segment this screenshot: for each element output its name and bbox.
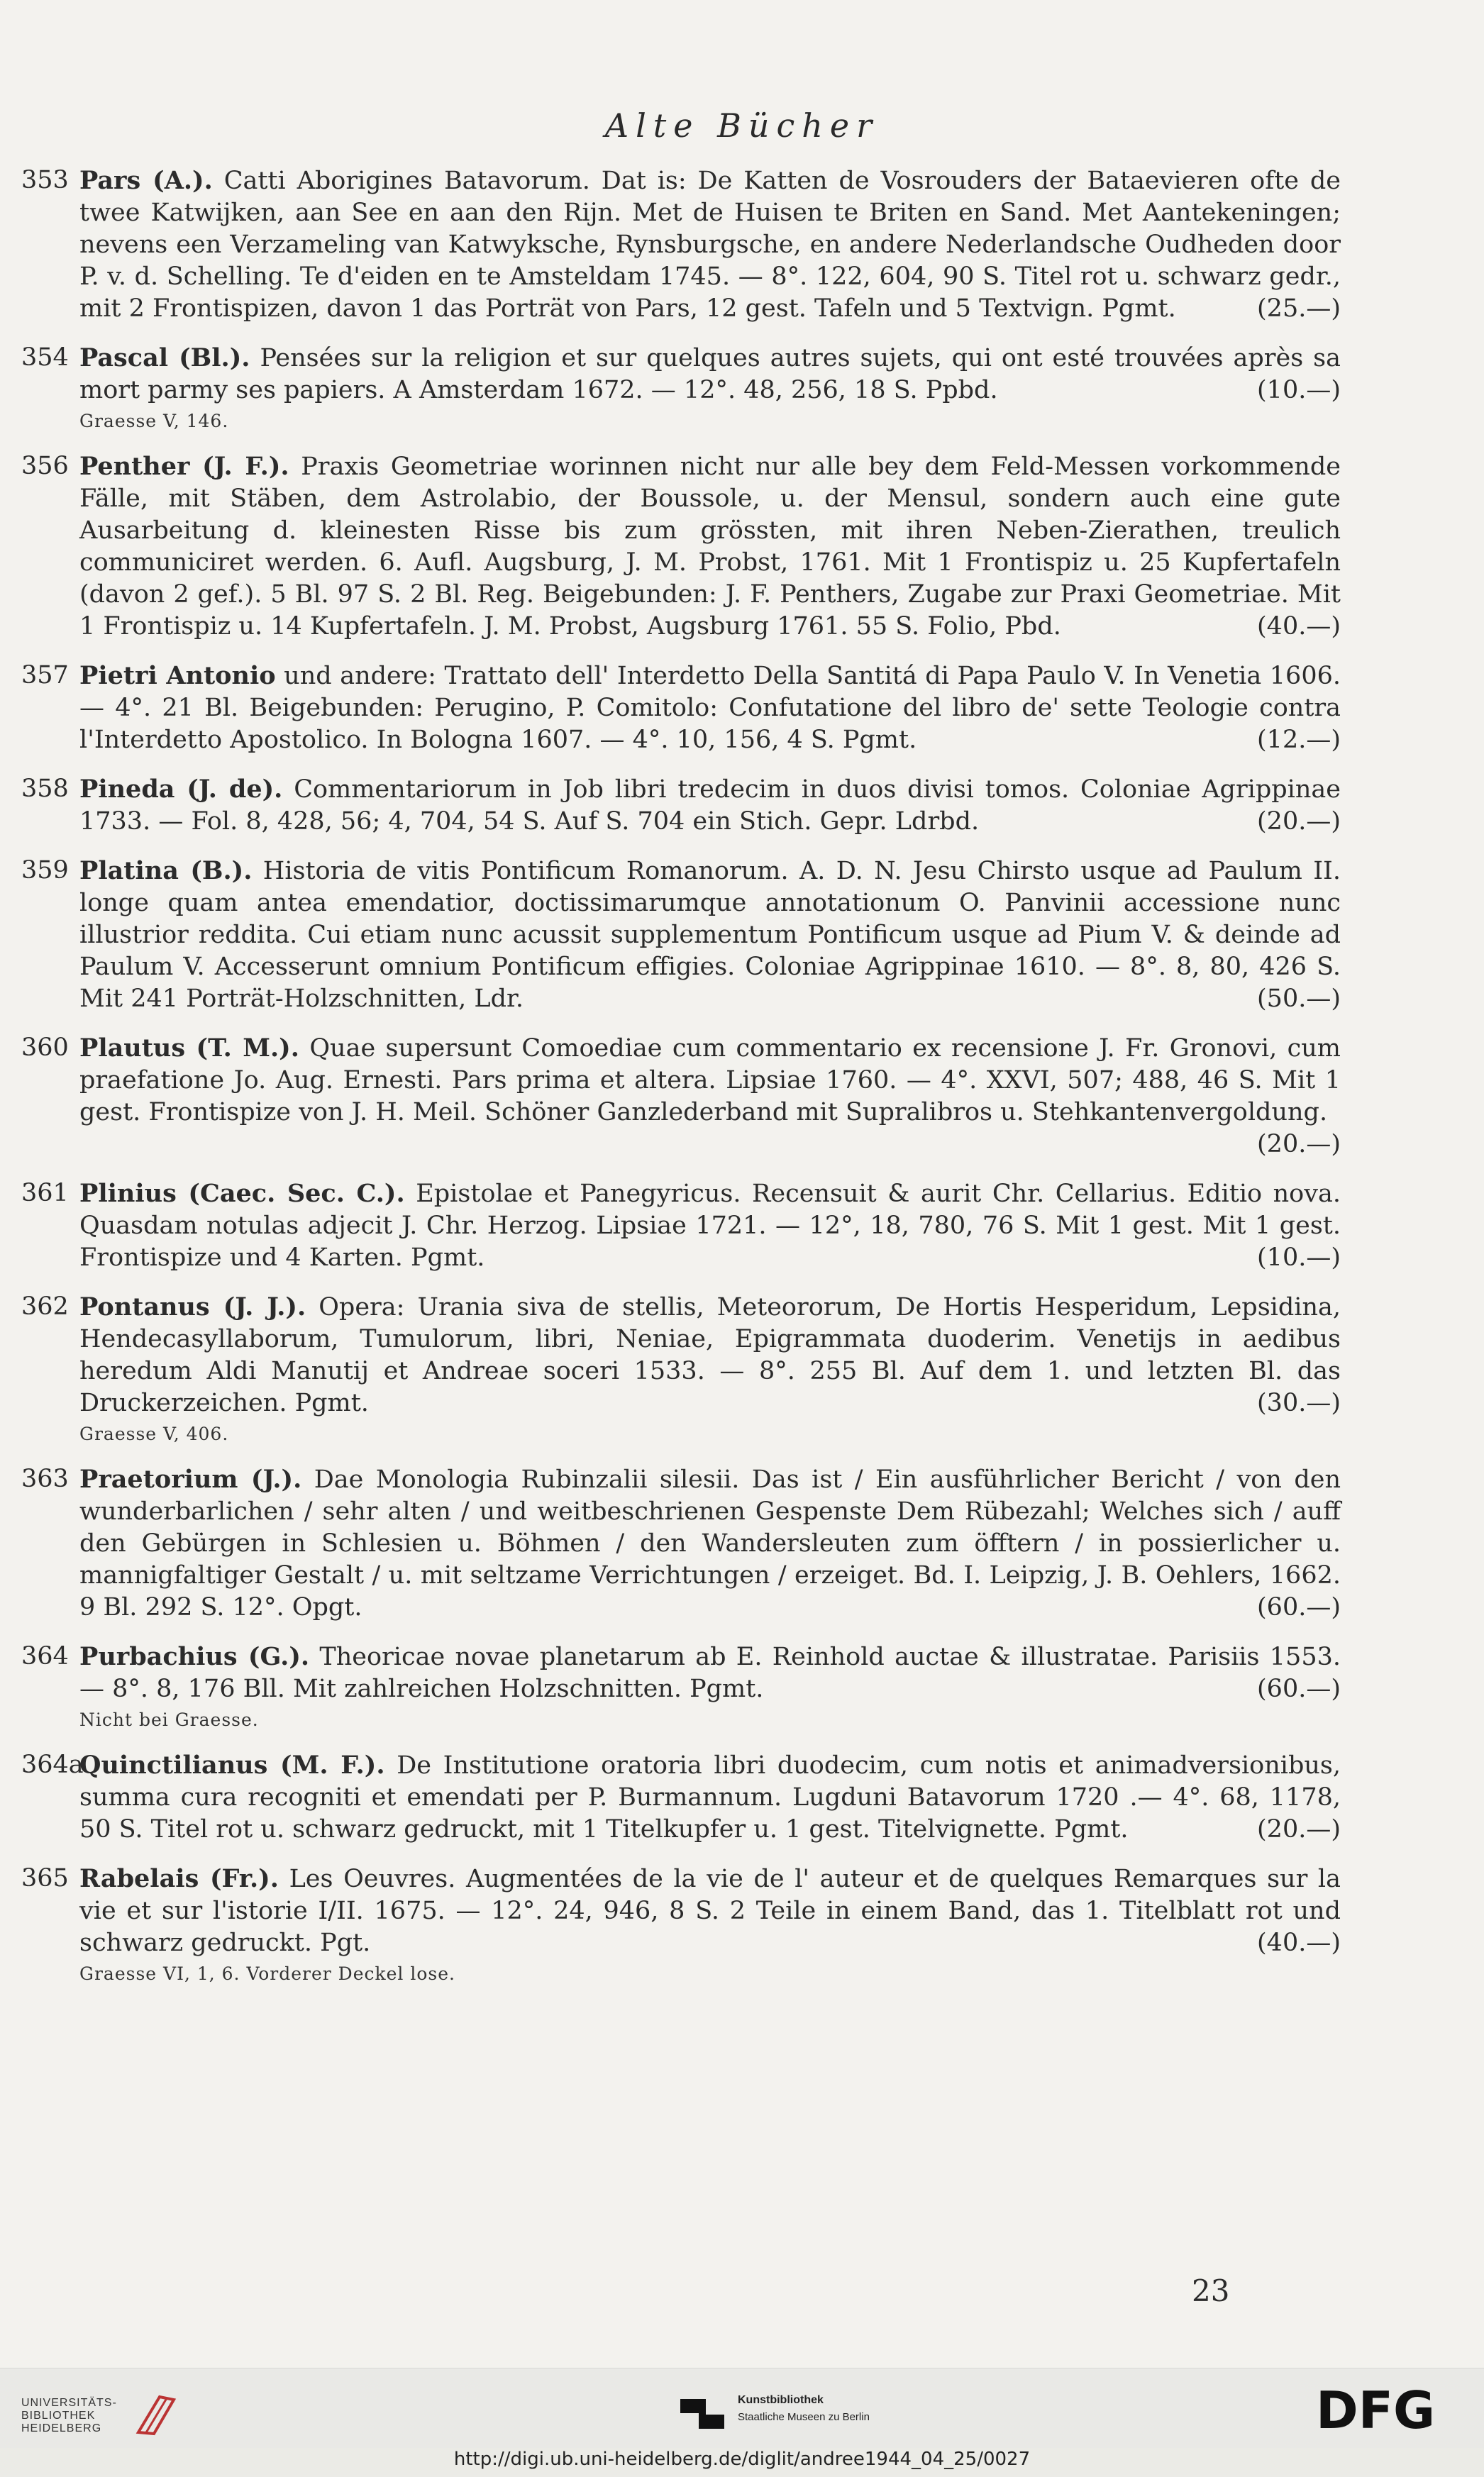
- entry-author: Praetorium (J.).: [79, 1465, 302, 1494]
- entry-body: [79, 165, 1341, 325]
- entry-price: (20.—): [1257, 1130, 1341, 1158]
- entry-description: und andere: Trattato dell' Interdetto Della Santitá di Papa Paulo V. In Venetia 1606. — 4°. 21 Bl. Beigebunden: Perugino, P. Comitolo: Confutatione del libro de' sette Teologie contra l'Interdetto Apostolico. In Bologna 1607. — 4°. 10, 156, 4 S. Pgmt.: [79, 662, 1341, 754]
- entry-number: 353: [21, 166, 69, 194]
- entry-description: De Institutione oratoria libri duodecim, cum notis et animadversionibus, summa cura recogniti et emendati per P. Burmannum. Lugduni Batavorum 1720 .— 4°. 68, 1178, 50 S. Titel rot u. schwarz gedruckt, mit 1 Titelkupfer u. 1 gest. Titelvignette. Pgmt.: [79, 1751, 1341, 1844]
- kunstbibliothek-logo-icon: [677, 2393, 727, 2432]
- entry-reference: Graesse VI, 1, 6. Vorderer Deckel lose.: [79, 1963, 455, 1984]
- entry-body: [79, 855, 1341, 1015]
- entry-description: Catti Aborigines Batavorum. Dat is: De Katten de Vosrouders der Bataevieren ofte de twee Katwijken, aan See en aan den Rijn. Met de Huisen te Briten en Sand. Met Aantekeningen; nevens een Verzameling van Katwyksche, Rynsburgsche, en andere Nederlandsche Oudheden door P. v. d. Schelling. Te d'eiden en te Amsteldam 1745. — 8°. 122, 604, 90 S. Titel rot u. schwarz gedr., mit 2 Frontispizen, davon 1 das Porträt von Pars, 12 gest. Tafeln und 5 Textvign. Pgmt.: [79, 167, 1341, 323]
- catalog-entry: [21, 1291, 1341, 1446]
- entry-description: Opera: Urania siva de stellis, Meteororum, De Hortis Hesperidum, Lepsidina, Hendecasyllaborum, Tumulorum, libri, Neniae, Epigrammata duoderim. Venetijs in aedibus heredum Aldi Manutij et Andreae soceri 1533. — 8°. 255 Bl. Auf dem 1. und letzten Bl. das Druckerzeichen. Pgmt.: [79, 1293, 1341, 1417]
- page-number: 23: [1192, 2273, 1230, 2308]
- catalog-entry: [21, 773, 1341, 838]
- entry-price: (60.—): [1257, 1675, 1341, 1703]
- entry-price: (40.—): [1257, 1929, 1341, 1957]
- entry-body: [79, 660, 1341, 756]
- entry-author: Purbachius (G.).: [79, 1642, 310, 1671]
- dfg-logo-icon: [1316, 2384, 1465, 2434]
- entry-number: 359: [21, 856, 69, 885]
- entry-number: 360: [21, 1034, 69, 1062]
- entry-number: 356: [21, 452, 69, 480]
- entry-description: Quae supersunt Comoediae cum commentario ex recensione J. Fr. Gronovi, cum praefatione Jo. Aug. Ernesti. Pars prima et altera. Lipsiae 1760. — 4°. XXVI, 507; 488, 46 S. Mit 1 gest. Frontispize von J. H. Meil. Schöner Ganzlederband mit Supralibros u. Stehkantenvergoldung.: [79, 1034, 1341, 1126]
- entry-body: [79, 1863, 1341, 1986]
- entry-author: Platina (B.).: [79, 856, 253, 885]
- entry-author: Rabelais (Fr.).: [79, 1864, 279, 1893]
- entry-body: [79, 1032, 1341, 1160]
- entry-price: (10.—): [1257, 1243, 1341, 1272]
- catalog-entry: [21, 1177, 1341, 1274]
- entry-reference: Nicht bei Graesse.: [79, 1709, 259, 1730]
- catalog-entry: [21, 1463, 1341, 1624]
- entry-body: [79, 773, 1341, 838]
- entry-price: (40.—): [1257, 612, 1341, 641]
- catalog-entry: [21, 342, 1341, 433]
- entry-body: [79, 342, 1341, 433]
- catalog-entries: [21, 165, 1341, 2003]
- entry-author: Pontanus (J. J.).: [79, 1292, 306, 1321]
- kunstbibliothek-label: [738, 2394, 870, 2423]
- catalog-entry: [21, 660, 1341, 756]
- running-head: Alte Bücher: [604, 106, 880, 145]
- entry-author: Penther (J. F.).: [79, 452, 289, 481]
- entry-price: (12.—): [1257, 726, 1341, 754]
- page-url: http://digi.ub.uni-heidelberg.de/diglit/andree1944_04_25/0027: [453, 2449, 1031, 2470]
- entry-price: (60.—): [1257, 1593, 1341, 1622]
- dfg-logo-text: DFG: [1316, 2384, 1436, 2434]
- footer-bar: [0, 2368, 1484, 2448]
- entry-author: Pars (A.).: [79, 166, 213, 195]
- entry-price: (25.—): [1257, 294, 1341, 323]
- heidelberg-library-label: UNIVERSITÄTS- BIBLIOTHEK HEIDELBERG: [21, 2397, 117, 2434]
- entry-body: [79, 1463, 1341, 1624]
- entry-author: Quinctilianus (M. F.).: [79, 1751, 385, 1780]
- entry-description: Commentariorum in Job libri tredecim in duos divisi tomos. Coloniae Agrippinae 1733. — Fol. 8, 428, 56; 4, 704, 54 S. Auf S. 704 ein Stich. Gepr. Ldrbd.: [79, 775, 1341, 836]
- entry-price: (30.—): [1257, 1389, 1341, 1417]
- entry-reference: Graesse V, 146.: [79, 411, 229, 431]
- entry-price: (50.—): [1257, 985, 1341, 1013]
- entry-number: 357: [21, 661, 69, 689]
- catalog-entry: [21, 1749, 1341, 1846]
- entry-description: Pensées sur la religion et sur quelques autres sujets, qui ont esté trouvées après sa mort parmy ses papiers. A Amsterdam 1672. — 12°. 48, 256, 18 S. Ppbd.: [79, 344, 1341, 404]
- entry-author: Plautus (T. M.).: [79, 1034, 299, 1063]
- entry-number: 363: [21, 1465, 69, 1493]
- entry-number: 365: [21, 1864, 69, 1893]
- entry-author: Pineda (J. de).: [79, 775, 283, 804]
- entry-body: [79, 450, 1341, 643]
- entry-body: [79, 1749, 1341, 1846]
- entry-price: (10.—): [1257, 376, 1341, 404]
- catalog-entry: [21, 855, 1341, 1015]
- entry-description: Dae Monologia Rubinzalii silesii. Das ist / Ein ausführlicher Bericht / von den wunderbarlichen / sehr alten / und weitbeschrienen Gespenste Dem Rübezahl; Welches sich / auff den Gebürgen in Schlesien u. Böhmen / den Wandersleuten zum öfftern / in possierlicher u. mannigfaltiger Gestalt / u. mit seltzame Verrichtungen / erzeiget. Bd. I. Leipzig, J. B. Oehlers, 1662. 9 Bl. 292 S. 12°. Opgt.: [79, 1465, 1341, 1622]
- entry-description: Epistolae et Panegyricus. Recensuit & aurit Chr. Cellarius. Editio nova. Quasdam notulas adjecit J. Chr. Herzog. Lipsiae 1721. — 12°, 18, 780, 76 S. Mit 1 gest. Mit 1 gest. Frontispize und 4 Karten. Pgmt.: [79, 1180, 1341, 1272]
- entry-body: [79, 1291, 1341, 1446]
- entry-author: Pietri Antonio: [79, 661, 276, 690]
- kunstbibliothek-subtitle: Staatliche Museen zu Berlin: [738, 2411, 870, 2423]
- entry-body: [79, 1641, 1341, 1732]
- catalog-entry: [21, 450, 1341, 643]
- entry-number: 361: [21, 1179, 69, 1207]
- entry-number: 358: [21, 775, 69, 803]
- entry-body: [79, 1177, 1341, 1274]
- entry-price: (20.—): [1257, 807, 1341, 836]
- entry-number: 364a: [21, 1751, 84, 1779]
- entry-description: Theoricae novae planetarum ab E. Reinhold auctae & illustratae. Parisiis 1553. — 8°. 8, 176 Bll. Mit zahlreichen Holzschnitten. Pgmt.: [79, 1643, 1341, 1703]
- entry-price: (20.—): [1257, 1815, 1341, 1844]
- entry-number: 362: [21, 1292, 69, 1321]
- heidelberg-logo-icon: [131, 2390, 181, 2441]
- entry-number: 364: [21, 1642, 69, 1670]
- entry-reference: Graesse V, 406.: [79, 1424, 229, 1444]
- entry-author: Pascal (Bl.).: [79, 343, 250, 372]
- entry-description: Praxis Geometriae worinnen nicht nur alle bey dem Feld-Messen vorkommende Fälle, mit Stäben, dem Astrolabio, der Boussole, u. der Mensul, sondern auch eine gute Ausarbeitung d. kleinesten Risse bis zum grössten, mit ihren Neben-Zierathen, treulich communiciret werden. 6. Aufl. Augsburg, J. M. Probst, 1761. Mit 1 Frontispiz u. 25 Kupfertafeln (davon 2 gef.). 5 Bl. 97 S. 2 Bl. Reg. Beigebunden: J. F. Penthers, Zugabe zur Praxi Geometriae. Mit 1 Frontispiz u. 14 Kupfertafeln. J. M. Probst, Augsburg 1761. 55 S. Folio, Pbd.: [79, 453, 1341, 641]
- kunstbibliothek-name: Kunstbibliothek: [738, 2394, 824, 2406]
- catalog-entry: [21, 1641, 1341, 1732]
- entry-number: 354: [21, 343, 69, 372]
- catalog-entry: [21, 1032, 1341, 1160]
- entry-author: Plinius (Caec. Sec. C.).: [79, 1179, 405, 1208]
- entry-description: Les Oeuvres. Augmentées de la vie de l' auteur et de quelques Remarques sur la vie et sur l'istorie I/II. 1675. — 12°. 24, 946, 8 S. 2 Teile in einem Band, das 1. Titelblatt rot und schwarz gedruckt. Pgt.: [79, 1865, 1341, 1957]
- entry-description: Historia de vitis Pontificum Romanorum. A. D. N. Jesu Chirsto usque ad Paulum II. longe quam antea emendatior, doctissimarumque annotationum O. Panvinii accessione nunc illustrior reddita. Cui etiam nunc acussit supplementum Pontificum usque ad Pium V. & deinde ad Paulum V. Accesserunt omnium Pontificum effigies. Coloniae Agrippinae 1610. — 8°. 8, 80, 426 S. Mit 241 Porträt-Holzschnitten, Ldr.: [79, 857, 1341, 1013]
- catalog-entry: [21, 165, 1341, 325]
- catalog-entry: [21, 1863, 1341, 1986]
